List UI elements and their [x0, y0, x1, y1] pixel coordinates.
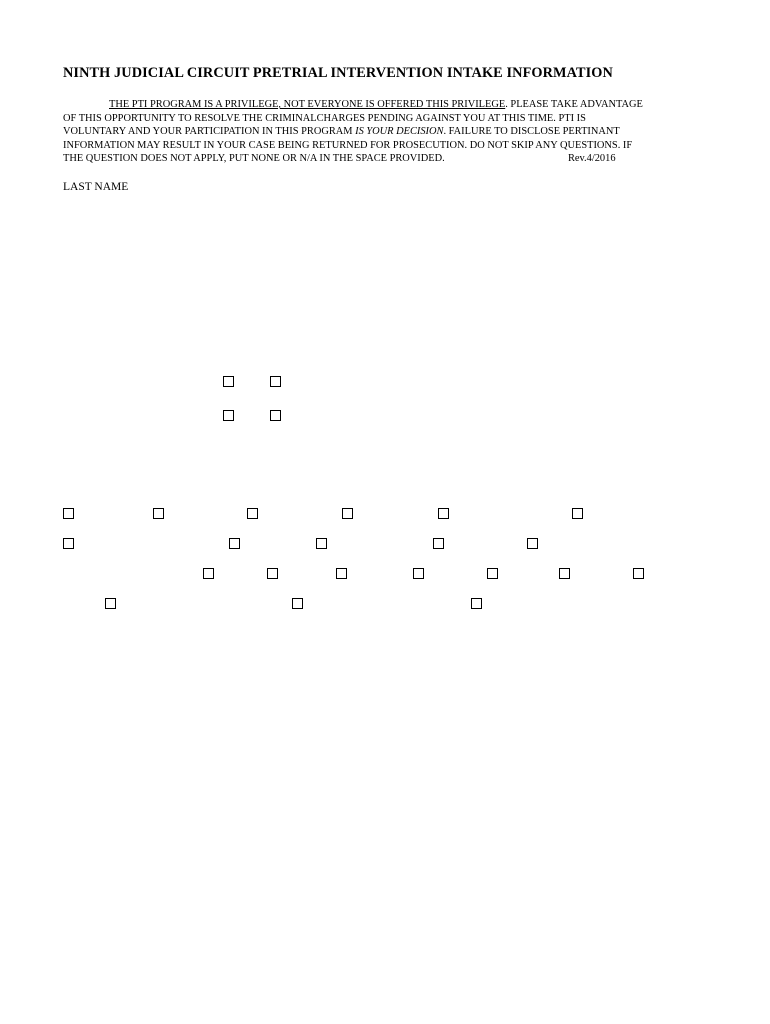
checkbox[interactable]: [316, 538, 327, 549]
last-name-label: LAST NAME: [63, 181, 129, 193]
checkbox[interactable]: [247, 508, 258, 519]
checkbox[interactable]: [270, 376, 281, 387]
checkbox[interactable]: [267, 568, 278, 579]
checkbox[interactable]: [203, 568, 214, 579]
checkbox[interactable]: [336, 568, 347, 579]
checkbox[interactable]: [633, 568, 644, 579]
checkbox[interactable]: [471, 598, 482, 609]
checkbox[interactable]: [438, 508, 449, 519]
checkbox[interactable]: [527, 538, 538, 549]
checkbox[interactable]: [572, 508, 583, 519]
revision-date: Rev.4/2016: [568, 153, 616, 165]
checkbox[interactable]: [223, 410, 234, 421]
checkbox[interactable]: [63, 508, 74, 519]
checkbox[interactable]: [433, 538, 444, 549]
checkbox[interactable]: [342, 508, 353, 519]
checkbox[interactable]: [292, 598, 303, 609]
checkbox[interactable]: [559, 568, 570, 579]
intro-paragraph: [63, 98, 723, 166]
intro-text-2: OF THIS OPPORTUNITY TO RESOLVE THE CRIMINALCHARGES PENDING AGAINST YOU AT THIS TIME. PTI IS: [63, 112, 586, 124]
intro-text-3a: VOLUNTARY AND YOUR PARTICIPATION IN THIS PROGRAM: [63, 126, 356, 138]
decision-emphasis: IS YOUR DECISION: [355, 126, 444, 138]
intro-text-3b: . FAILURE TO DISCLOSE PERTINANT: [443, 126, 620, 138]
checkbox[interactable]: [413, 568, 424, 579]
form-title: NINTH JUDICIAL CIRCUIT PRETRIAL INTERVENTION INTAKE INFORMATION: [63, 65, 613, 81]
privilege-notice: THE PTI PROGRAM IS A PRIVILEGE, NOT EVERYONE IS OFFERED THIS PRIVILEGE: [109, 99, 506, 110]
checkbox[interactable]: [63, 538, 74, 549]
checkbox[interactable]: [487, 568, 498, 579]
checkbox[interactable]: [153, 508, 164, 519]
intro-text-4: INFORMATION MAY RESULT IN YOUR CASE BEING RETURNED FOR PROSECUTION. DO NOT SKIP ANY QUESTIONS. IF: [63, 139, 633, 151]
checkbox[interactable]: [270, 410, 281, 421]
intro-text-1: . PLEASE TAKE ADVANTAGE: [505, 99, 643, 110]
intro-text-5: THE QUESTION DOES NOT APPLY, PUT NONE OR N/A IN THE SPACE PROVIDED.: [63, 153, 445, 165]
checkbox[interactable]: [229, 538, 240, 549]
checkbox[interactable]: [105, 598, 116, 609]
checkbox[interactable]: [223, 376, 234, 387]
